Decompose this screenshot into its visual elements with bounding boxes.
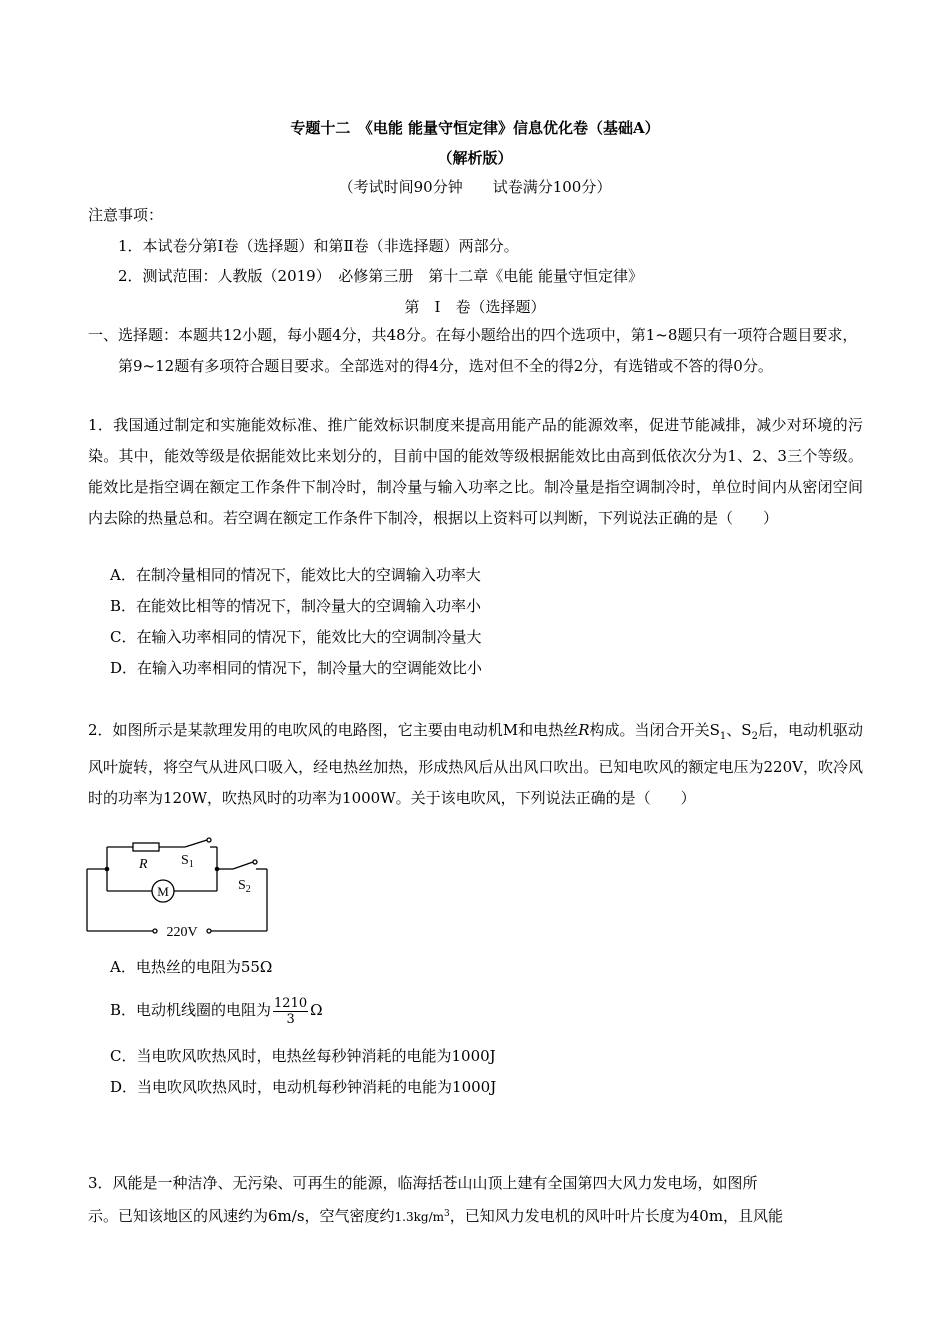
q1-option-a: A．在制冷量相同的情况下，能效比大的空调输入功率大: [110, 566, 481, 584]
q1-option-c: C．在输入功率相同的情况下，能效比大的空调制冷量大: [110, 628, 482, 646]
notes-item-2: 2．测试范围：人教版（2019） 必修第三册 第十二章《电能 能量守恒定律》: [118, 267, 643, 285]
density-value: $1.3kg/m^3$: [394, 1209, 450, 1224]
q2-option-b: B．电动机线圈的电阻为 $\frac{1210}{3}$ Ω: [110, 995, 323, 1027]
q3-line-1: 3．风能是一种洁净、无污染、可再生的能源，临海括苍山山顶上建有全国第四大风力发电场，如图所: [88, 1174, 758, 1192]
notes-heading: 注意事项：: [88, 206, 164, 224]
q1-stem: 1．我国通过制定和实施能效标准、推广能效标识制度来提高用能产品的能源效率，促进节能减排，减少对环境的污染。其中，能效等级是依据能效比来划分的，目前中国的能效等级根据能效比由高到低依次分为1、2、3三个等级。能效比是指空调在额定工作条件下制冷时，制冷量与输入功率之比。制冷量是指空调制冷时，单位时间内从密闭空间内去除的热量总和。若空调在额定工作条件下制冷，根据以上资料可以判断，下列说法正确的是（ ）: [88, 416, 863, 527]
q2-stem: 2．如图所示是某款理发用的电吹风的电路图，它主要由电动机M和电热丝R构成。当闭合开关$S_1$、$S_2$后，电动机驱动风叶旋转，将空气从进风口吸入，经电热丝加热，形成热风后从出风口吹出。已知电吹风的额定电压为220V，吹冷风时的功率为120W，吹热风时的功率为1000W。关于该电吹风，下列说法正确的是（ ）: [88, 721, 864, 807]
resistor-symbol: R: [578, 721, 590, 739]
hair-dryer-circuit-diagram: [85, 835, 275, 940]
resistor-label: R: [139, 857, 148, 872]
q1-option-b: B．在能效比相等的情况下，制冷量大的空调输入功率小: [110, 597, 482, 615]
doc-title: 专题十二 《电能 能量守恒定律》信息优化卷（基础A）: [290, 119, 660, 137]
voltage-label: 220V: [166, 925, 198, 940]
switch-s2-label: $S_2$: [238, 878, 251, 895]
part1-title: 第 Ⅰ 卷（选择题）: [404, 298, 546, 316]
switch-s1-label: $S_1$: [181, 853, 194, 870]
q2-option-a: A．电热丝的电阻为55Ω: [110, 958, 273, 976]
fraction: $\frac{1210}{3}$: [274, 995, 308, 1027]
exam-info: （考试时间90分钟 试卷满分100分）: [338, 178, 612, 196]
motor-label: M: [157, 884, 169, 899]
resistor-icon: [133, 843, 159, 851]
doc-subtitle: （解析版）: [437, 149, 513, 167]
notes-item-1: 1．本试卷分第Ⅰ卷（选择题）和第Ⅱ卷（非选择题）两部分。: [118, 237, 519, 255]
q3-line-2: 示。已知该地区的风速约为6m/s，空气密度约$1.3kg/m^3$，已知风力发电机的风叶叶片长度为40m，且风能: [88, 1207, 784, 1225]
q2-option-d: D．当电吹风吹热风时，电动机每秒钟消耗的电能为1000J: [110, 1078, 497, 1096]
section-instructions: 一、选择题：本题共12小题，每小题4分，共48分。在每小题给出的四个选项中，第1~8题只有一项符合题目要求，第9~12题有多项符合题目要求。全部选对的得4分，选对但不全的得2分，有选错或不答的得0分。: [88, 326, 858, 375]
q1-option-d: D．在输入功率相同的情况下，制冷量大的空调能效比小: [110, 659, 483, 677]
q2-option-c: C．当电吹风吹热风时，电热丝每秒钟消耗的电能为1000J: [110, 1047, 496, 1065]
switch-s2-icon: [233, 862, 253, 869]
switch-s1-icon: [185, 840, 207, 847]
